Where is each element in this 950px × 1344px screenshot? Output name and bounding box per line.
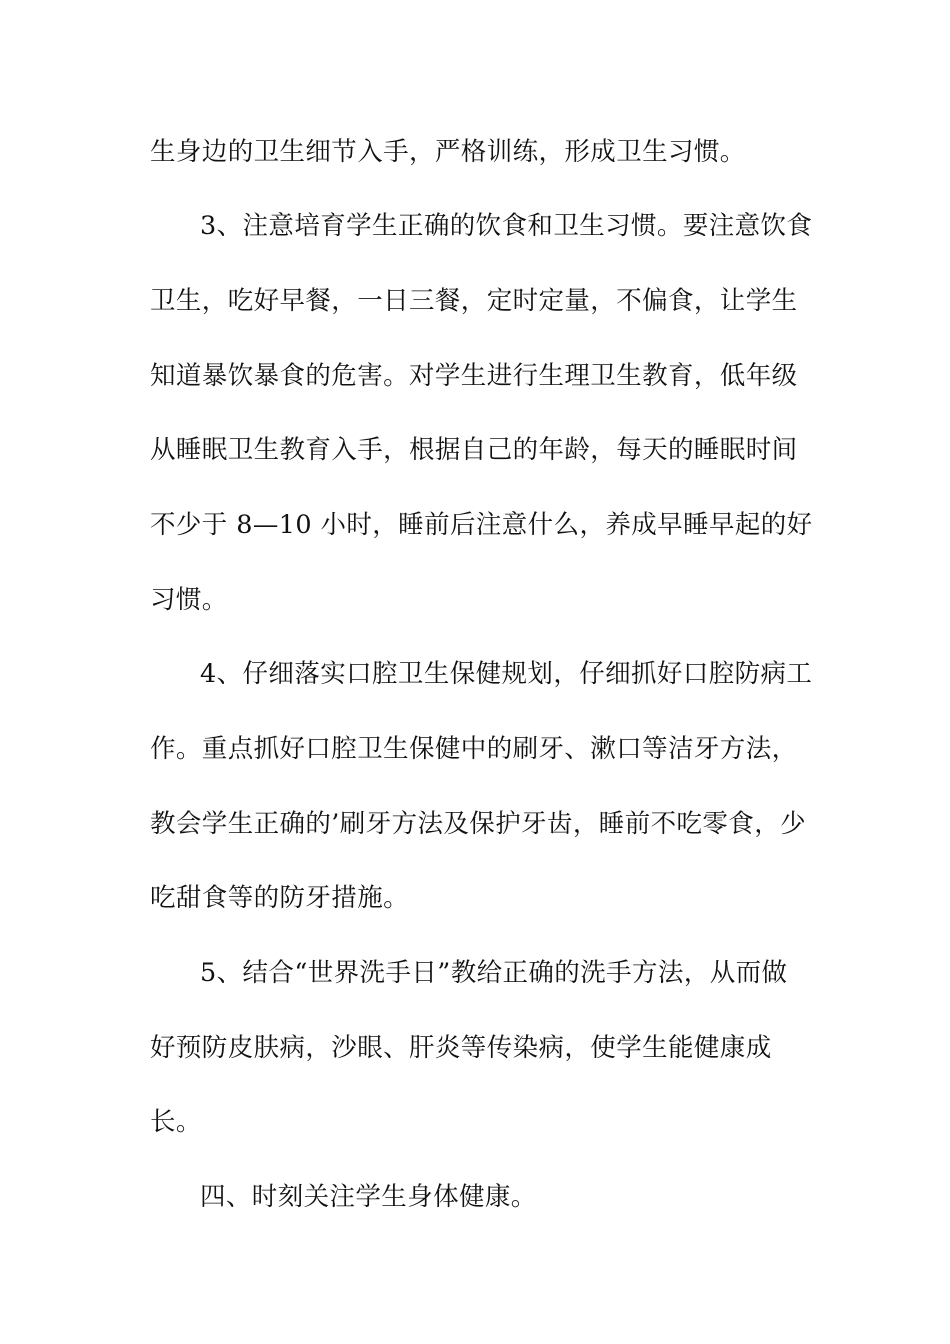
text-line: 长。 [150,1107,202,1137]
text-line: 不少于 8—10 小时，睡前后注意什么，养成早睡早起的好 [150,510,813,540]
text-line: 生身边的卫生细节入手，严格训练，形成卫生习惯。 [150,137,746,167]
text-line: 好预防皮肤病，沙眼、肝炎等传染病，使学生能健康成 [150,1033,772,1063]
paragraph-4-start: 4、仔细落实口腔卫生保健规划，仔细抓好口腔防病工 [200,659,813,689]
paragraph-5-start: 5、结合“世界洗手日”教给正确的洗手方法，从而做 [200,958,788,988]
text-line: 作。重点抓好口腔卫生保健中的刷牙、漱口等洁牙方法， [150,734,798,764]
text-line: 从睡眠卫生教育入手，根据自己的年龄，每天的睡眠时间 [150,435,798,465]
text-line: 教会学生正确的’刷牙方法及保护牙齿，睡前不吃零食，少 [150,809,807,839]
text-line: 卫生，吃好早餐，一日三餐，定时定量，不偏食，让学生 [150,286,798,316]
text-line: 吃甜食等的防牙措施。 [150,883,410,913]
text-line: 知道暴饮暴食的危害。对学生进行生理卫生教育，低年级 [150,361,798,391]
text-line: 习惯。 [150,585,228,615]
section-heading: 四、时刻关注学生身体健康。 [200,1182,537,1212]
paragraph-3-start: 3、注意培育学生正确的饮食和卫生习惯。要注意饮食 [200,211,813,241]
